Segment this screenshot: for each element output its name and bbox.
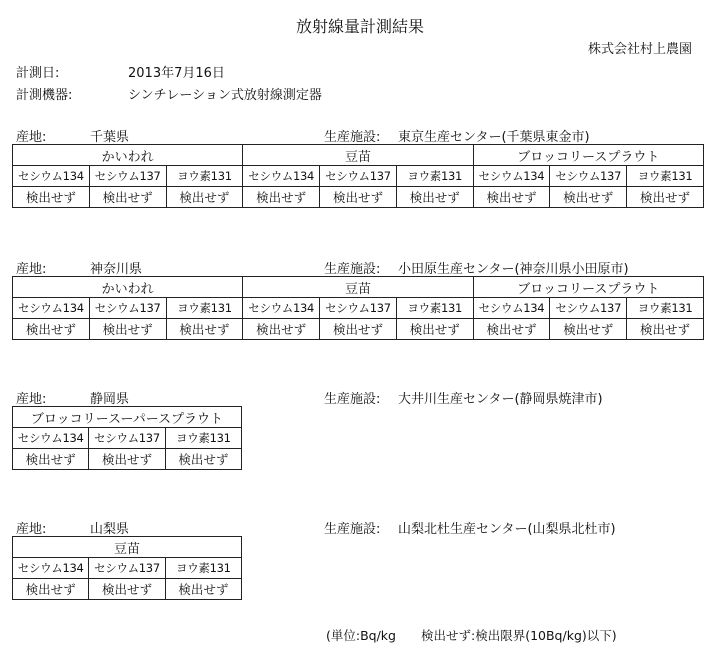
result-cell: 検出せず <box>243 319 320 340</box>
result-cell: 検出せず <box>89 579 165 600</box>
origin-value: 山梨県 <box>90 522 130 537</box>
origin-value: 静岡県 <box>90 392 130 407</box>
result-cell: 検出せず <box>89 449 165 470</box>
origin-label: 産地: <box>16 522 47 537</box>
isotope-header: セシウム137 <box>320 298 397 319</box>
result-cell: 検出せず <box>13 579 89 600</box>
result-cell: 検出せず <box>320 187 397 208</box>
origin-label: 産地: <box>16 130 47 145</box>
result-cell: 検出せず <box>89 187 166 208</box>
results-table <box>12 406 242 470</box>
facility-label: 生産施設: <box>324 130 381 145</box>
unit-footnote: (単位:Bq/kg 検出せず:検出限界(10Bq/kg)以下) <box>326 628 617 643</box>
measurement-date-value: 2013年7月16日 <box>128 66 225 81</box>
crop-header: 豆苗 <box>243 277 473 298</box>
result-cell: 検出せず <box>473 319 550 340</box>
isotope-header: ヨウ素131 <box>396 298 473 319</box>
crop-header: かいわれ <box>13 145 243 166</box>
result-cell: 検出せず <box>243 187 320 208</box>
isotope-header: セシウム137 <box>89 166 166 187</box>
isotope-header: セシウム137 <box>550 298 627 319</box>
isotope-header: セシウム134 <box>243 298 320 319</box>
isotope-header: セシウム137 <box>320 166 397 187</box>
facility-label: 生産施設: <box>324 392 381 407</box>
result-cell: 検出せず <box>166 319 243 340</box>
isotope-header: セシウム134 <box>13 166 90 187</box>
result-cell: 検出せず <box>13 187 90 208</box>
measurement-device-label: 計測機器: <box>16 88 73 103</box>
isotope-header: セシウム137 <box>550 166 627 187</box>
result-cell: 検出せず <box>13 449 89 470</box>
isotope-header: セシウム134 <box>13 428 89 449</box>
origin-value: 千葉県 <box>90 130 130 145</box>
isotope-header: ヨウ素131 <box>396 166 473 187</box>
isotope-header: セシウム134 <box>13 558 89 579</box>
result-cell: 検出せず <box>13 319 90 340</box>
measurement-date-label: 計測日: <box>16 66 60 81</box>
facility-value: 東京生産センター(千葉県東金市) <box>398 130 590 145</box>
results-table <box>12 536 242 600</box>
isotope-header: ヨウ素131 <box>166 166 243 187</box>
isotope-header: ヨウ素131 <box>627 166 704 187</box>
isotope-header: ヨウ素131 <box>165 558 241 579</box>
isotope-header: ヨウ素131 <box>627 298 704 319</box>
result-cell: 検出せず <box>627 187 704 208</box>
facility-value: 山梨北杜生産センター(山梨県北杜市) <box>398 522 616 537</box>
crop-header: ブロッコリースプラウト <box>473 145 703 166</box>
result-cell: 検出せず <box>473 187 550 208</box>
result-cell: 検出せず <box>550 187 627 208</box>
result-cell: 検出せず <box>165 449 241 470</box>
facility-label: 生産施設: <box>324 522 381 537</box>
origin-value: 神奈川県 <box>90 262 143 277</box>
crop-header: 豆苗 <box>13 537 242 558</box>
facility-value: 大井川生産センター(静岡県焼津市) <box>398 392 603 407</box>
crop-header: ブロッコリースーパースプラウト <box>13 407 242 428</box>
crop-header: ブロッコリースプラウト <box>473 277 703 298</box>
result-cell: 検出せず <box>166 187 243 208</box>
results-table <box>12 144 704 208</box>
isotope-header: ヨウ素131 <box>165 428 241 449</box>
isotope-header: セシウム137 <box>89 558 165 579</box>
result-cell: 検出せず <box>89 319 166 340</box>
result-cell: 検出せず <box>396 319 473 340</box>
company-name: 株式会社村上農園 <box>587 42 692 57</box>
isotope-header: セシウム137 <box>89 428 165 449</box>
page-title: 放射線量計測結果 <box>295 17 424 36</box>
result-cell: 検出せず <box>396 187 473 208</box>
origin-label: 産地: <box>16 392 47 407</box>
origin-label: 産地: <box>16 262 47 277</box>
result-cell: 検出せず <box>550 319 627 340</box>
isotope-header: ヨウ素131 <box>166 298 243 319</box>
isotope-header: セシウム134 <box>243 166 320 187</box>
isotope-header: セシウム137 <box>89 298 166 319</box>
facility-value: 小田原生産センター(神奈川県小田原市) <box>398 262 629 277</box>
result-cell: 検出せず <box>320 319 397 340</box>
result-cell: 検出せず <box>627 319 704 340</box>
results-table <box>12 276 704 340</box>
isotope-header: セシウム134 <box>13 298 90 319</box>
crop-header: 豆苗 <box>243 145 473 166</box>
isotope-header: セシウム134 <box>473 166 550 187</box>
result-cell: 検出せず <box>165 579 241 600</box>
crop-header: かいわれ <box>13 277 243 298</box>
facility-label: 生産施設: <box>324 262 381 277</box>
isotope-header: セシウム134 <box>473 298 550 319</box>
measurement-device-value: シンチレーション式放射線測定器 <box>128 88 322 103</box>
